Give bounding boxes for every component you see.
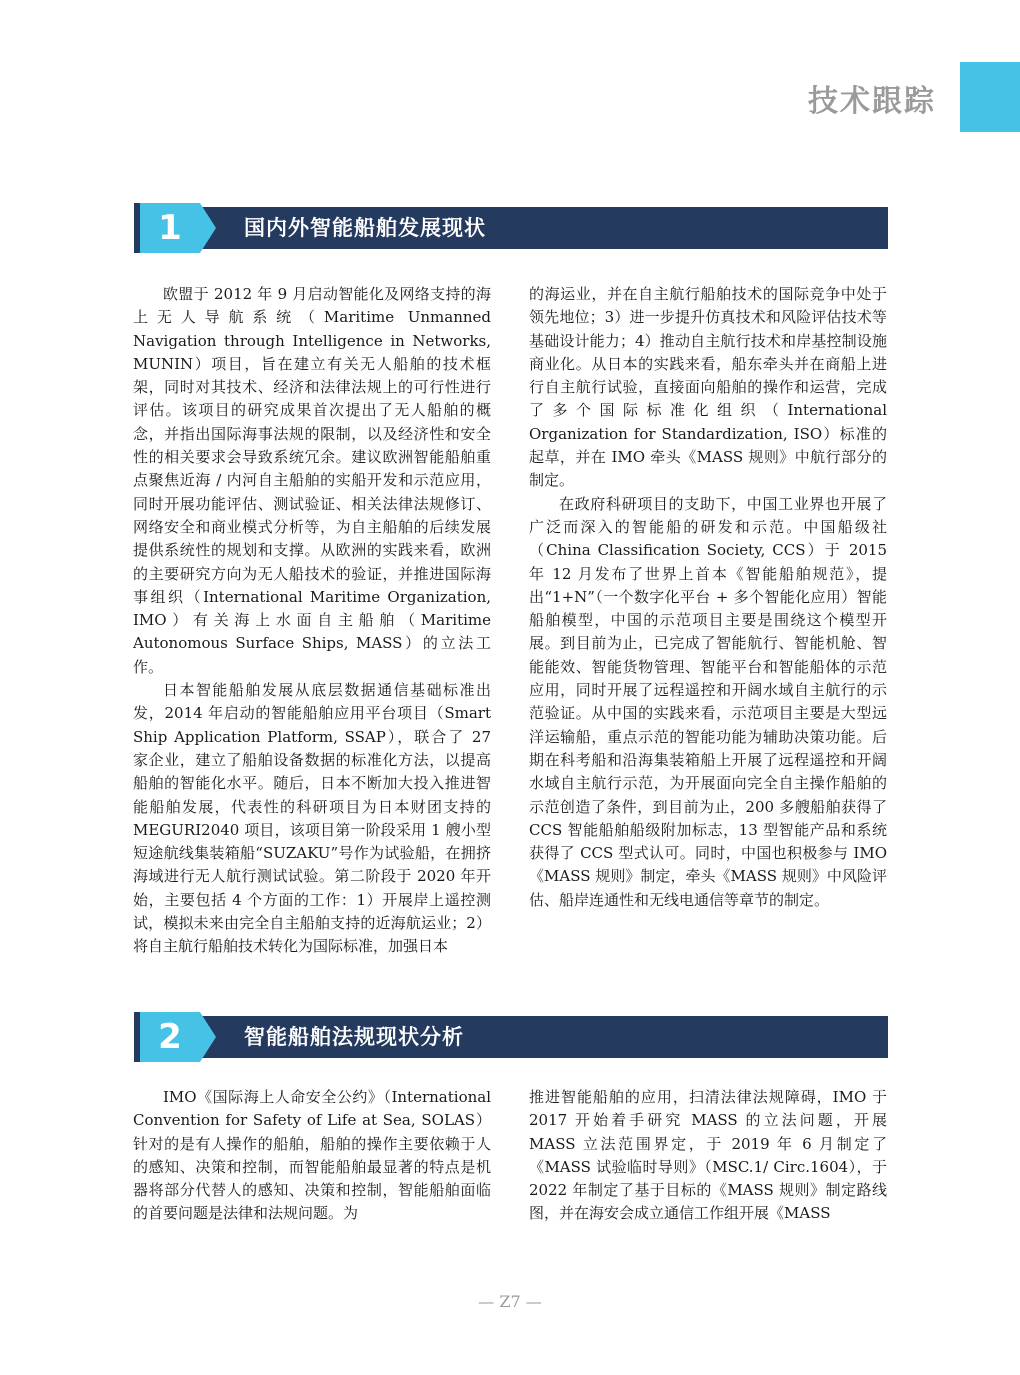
paragraph: 在政府科研项目的支助下，中国工业界也开展了广泛而深入的智能船的研发和示范。中国船级社（China Classification Society, CCS）于 2015 年 12 月发布了世界上首本《智能船舶规范》，提出“1+N”（一个数字化平台 + 多个智能化应用）智能船舶模型，中国的示范项目主要是围绕这个模型开展。到目前为止，已完成了智能航行、智能机舱、智能能效、智能货物管理、智能平台和智能船体的示范应用，同时开展了远程遥控和开阔水域自主航行的示范验证。从中国的实践来看，示范项目主要是大型远洋运输船，重点示范的智能功能为辅助决策功能。后期在科考船和沿海集装箱船上开展了远程遥控和开阔水域自主航行示范，为开展面向完全自主操作船舶的示范创造了条件，到目前为止，200 多艘船舶获得了 CCS 智能船舶船级附加标志，13 型智能产品和系统获得了 CCS 型式认可。同时，中国也积极参与 IMO《MASS 规则》制定，牵头《MASS 规则》中风险评估、船岸连通性和无线电通信等章节的制定。 [529, 494, 887, 909]
section-heading-2 [134, 1012, 888, 1062]
section-title: 智能船舶法规现状分析 [244, 1025, 464, 1049]
running-header: 技术跟踪 [808, 84, 936, 119]
heading-arrow-icon [200, 203, 216, 253]
header-accent-block [960, 62, 1020, 132]
paragraph: 欧盟于 2012 年 9 月启动智能化及网络支持的海上无人导航系统（Maritime Unmanned Navigation through Intelligence in Networks, MUNIN）项目，旨在建立有关无人船舶的技术框架，同时对其技术、经济和法律法规上的可行性进行评估。该项目的研究成果首次提出了无人船舶的概念，并指出国际海事法规的限制，以及经济性和安全性的相关要求会导致系统冗余。建议欧洲智能船舶重点聚焦近海 / 内河自主船舶的实船开发和示范应用，同时开展功能评估、测试验证、相关法律法规修订、网络安全和商业模式分析等，为自主船舶的后续发展提供系统性的规划和支撑。从欧洲的实践来看，欧洲的主要研究方向为无人船技术的验证，并推进国际海事组织（International Maritime Organization, IMO）有关海上水面自主船舶（Maritime Autonomous Surface Ships, MASS）的立法工作。 [133, 285, 491, 676]
section1-left-column [133, 283, 491, 959]
paragraph: 日本智能船舶发展从底层数据通信基础标准出发，2014 年启动的智能船舶应用平台项目（Smart Ship Application Platform, SSAP），联合了 27 家企业，建立了船舶设备数据的标准化方法，以提高船舶的智能化水平。随后，日本不断加大投入推进智能船舶发展，代表性的科研项目为日本财团支持的 MEGURI2040 项目，该项目第一阶段采用 1 艘小型短途航线集装箱船“SUZAKU”号作为试验船，在拥挤海域进行无人航行测试试验。第二阶段于 2020 年开始，主要包括 4 个方面的工作：1）开展岸上遥控测试，模拟未来由完全自主船舶支持的近海航运业；2）将自主航行船舶技术转化为国际标准，加强日本 [133, 681, 491, 956]
section1-right-column [529, 283, 887, 912]
section2-right-column [529, 1086, 887, 1226]
section-title: 国内外智能船舶发展现状 [244, 216, 486, 240]
section2-left-column [133, 1086, 491, 1226]
section-number: 1 [158, 208, 182, 248]
paragraph-continued: 推进智能船舶的应用，扫清法律法规障碍，IMO 于 2017 开始着手研究 MASS 的立法问题，开展 MASS 立法范围界定，于 2019 年 6 月制定了《MASS 试验临时导则》（MSC.1/ Circ.1604），于 2022 年制定了基于目标的《MASS 规则》制定路线图，并在海安会成立通信工作组开展《MASS [529, 1088, 887, 1223]
page-number: — Z7 — [478, 1292, 542, 1311]
paragraph: IMO《国际海上人命安全公约》（International Convention for Safety of Life at Sea, SOLAS）针对的是有人操作的船舶，船舶的操作主要依赖于人的感知、决策和控制，而智能船舶最显著的特点是机器将部分代替人的感知、决策和控制，智能船舶面临的首要问题是法律和法规问题。为 [133, 1088, 491, 1223]
section-heading-1 [134, 203, 888, 253]
paragraph-continued: 的海运业，并在自主航行船舶技术的国际竞争中处于领先地位；3）进一步提升仿真技术和风险评估技术等基础设计能力；4）推动自主航行技术和岸基控制设施商业化。从日本的实践来看，船东牵头并在商船上进行自主航行试验，直接面向船舶的操作和运营，完成了多个国际标准化组织（International Organization for Standardization, ISO）标准的起草，并在 IMO 牵头《MASS 规则》中航行部分的制定。 [529, 285, 887, 490]
section-number: 2 [158, 1017, 182, 1057]
heading-arrow-icon [200, 1012, 216, 1062]
